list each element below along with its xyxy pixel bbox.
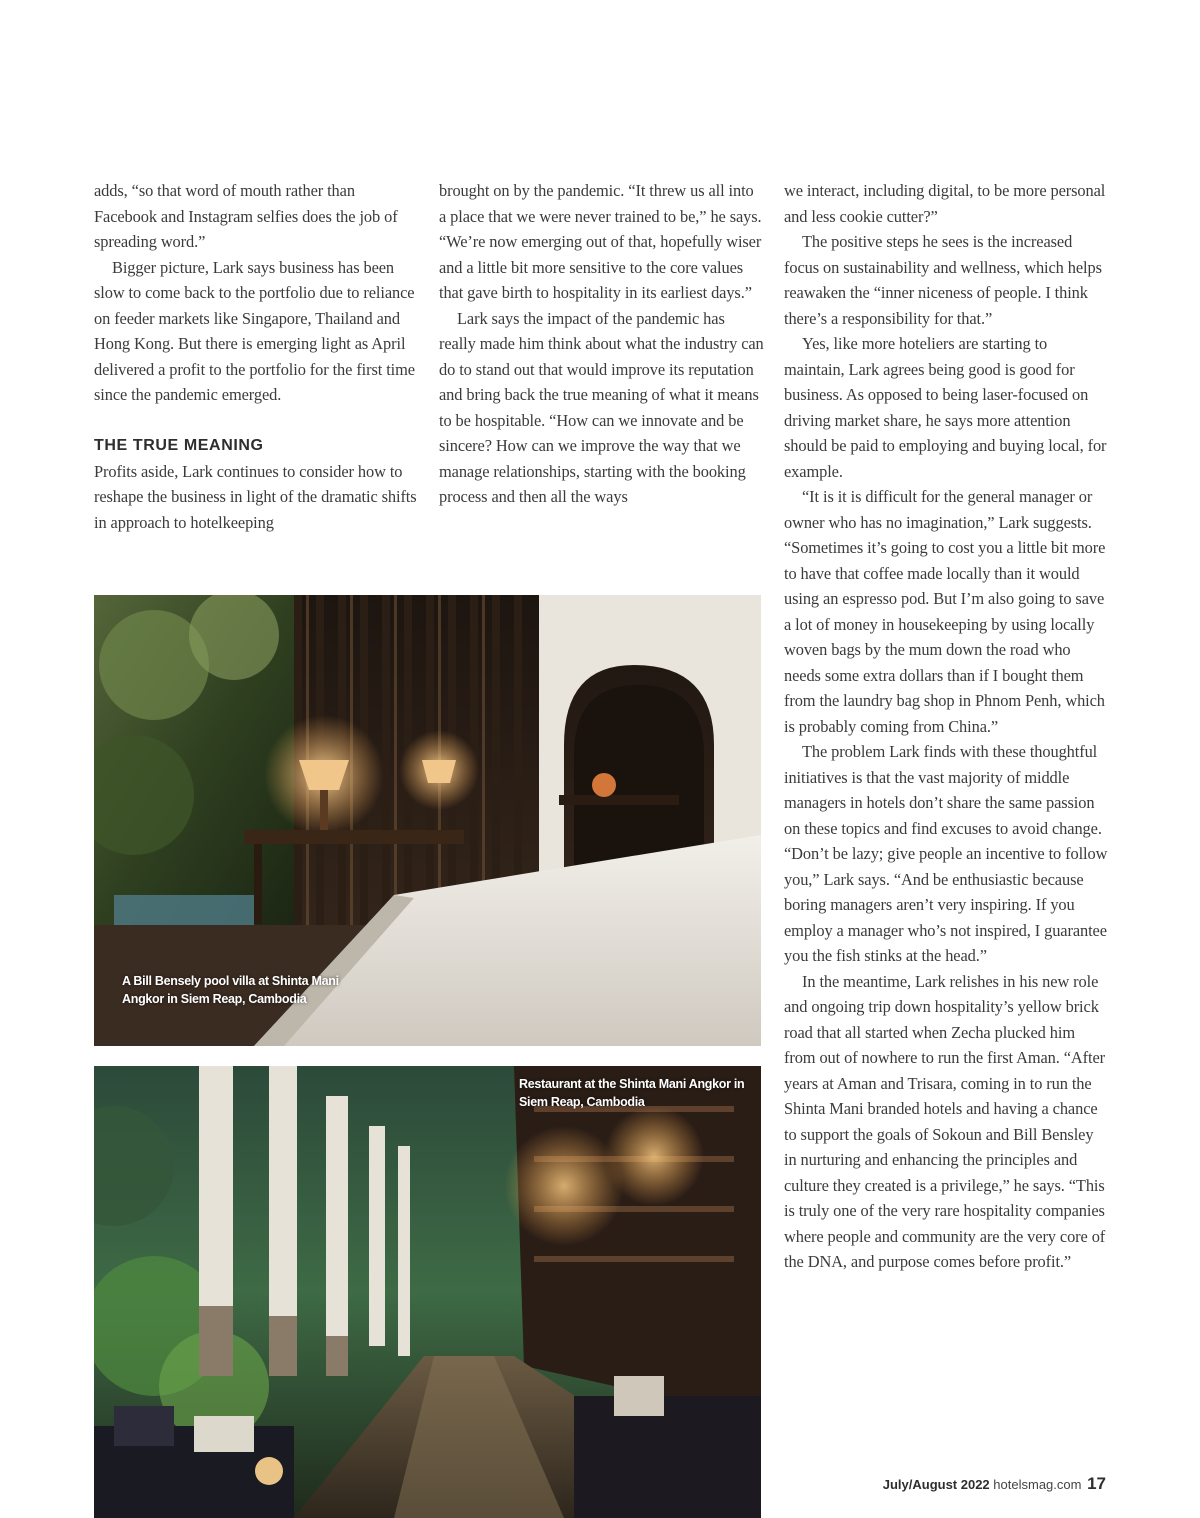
- paragraph: brought on by the pandemic. “It threw us all into a place that we were never trained to be,” he says. “We’re now emerging out of that, hopefully wiser and a little bit more sensitive to the core values that gave birth to hospitality in its earliest days.”: [439, 181, 762, 302]
- page-number: 17: [1087, 1474, 1106, 1493]
- website-link[interactable]: hotelsmag.com: [993, 1477, 1082, 1492]
- paragraph: Lark says the impact of the pandemic has really made him think about what the industry can do to stand out that would improve its reputation and bring back the true meaning of what it means to be hospitable. “How can we innovate and be sincere? How can we improve the way that we manage relationships, starting with the booking process and then all the ways: [439, 308, 764, 506]
- paragraph: The problem Lark finds with these thoughtful initiatives is that the vast majority of middle managers in hotels don’t share the same passion on these topics and find excuses to avoid change. “Don’t be lazy; give people an incentive to follow you,” Lark says. “And be enthusiastic because boring managers aren’t very inspiring. If you employ a manager who’s not inspired, I guarantee you the fish stinks at the head.”: [784, 742, 1108, 965]
- paragraph: “It is it is difficult for the general manager or owner who has no imagination,” Lark suggests. “Sometimes it’s going to cost you a little bit more to have that coffee made locally than it would using an espresso pod. But I’m also going to save a lot of money in housekeeping by using locally woven bags by the mum down the road who needs some extra dollars than if I bought them from the laundry bag shop in Phnom Penh, which is probably coming from China.”: [784, 487, 1106, 736]
- villa-photo-caption: A Bill Bensely pool villa at Shinta Mani Angkor in Siem Reap, Cambodia: [122, 974, 339, 1006]
- paragraph: we interact, including digital, to be more personal and less cookie cutter?”: [784, 181, 1106, 226]
- page-footer: [883, 1474, 1106, 1494]
- paragraph: Bigger picture, Lark says business has been slow to come back to the portfolio due to reliance on feeder markets like Singapore, Thailand and Hong Kong. But there is emerging light as April delivered a profit to the portfolio for the first time since the pandemic emerged.: [94, 257, 415, 404]
- paragraph: Profits aside, Lark continues to consider how to reshape the business in light of the dramatic shifts in approach to hotelkeeping: [94, 461, 417, 532]
- restaurant-photo: [94, 1066, 761, 1518]
- paragraph: In the meantime, Lark relishes in his new role and ongoing trip down hospitality’s yellow brick road that all started when Zecha plucked him from out of nowhere to run the first Aman. “After years at Aman and Trisara, coming in to run the Shinta Mani branded hotels and having a chance to support the goals of Sokoun and Bill Bensley in nurturing and enhancing the principles and culture they created is a privilege,” he says. “This is truly one of the very rare hospitality companies where people and community are the very core of the DNA, and purpose comes before profit.”: [784, 971, 1106, 1271]
- restaurant-photo-caption: Restaurant at the Shinta Mani Angkor in Siem Reap, Cambodia: [519, 1077, 745, 1109]
- issue-date: July/August 2022: [882, 1477, 990, 1492]
- paragraph: Yes, like more hoteliers are starting to maintain, Lark agrees being good is good for business. As opposed to being laser-focused on driving market share, he says more attention should be paid to employing and buying local, for example.: [784, 334, 1107, 481]
- restaurant-photo-illustration: [94, 1066, 761, 1518]
- article-column-3: [784, 178, 1109, 1275]
- article-column-1: [94, 178, 419, 535]
- article-column-2: [439, 178, 764, 510]
- paragraph: adds, “so that word of mouth rather than Facebook and Instagram selfies does the job of spreading word.”: [94, 181, 398, 251]
- section-subhead: THE TRUE MEANING: [94, 437, 264, 454]
- paragraph: The positive steps he sees is the increased focus on sustainability and wellness, which helps reawaken the “inner niceness of people. I think there’s a responsibility for that.”: [784, 232, 1102, 328]
- villa-photo: [94, 595, 761, 1046]
